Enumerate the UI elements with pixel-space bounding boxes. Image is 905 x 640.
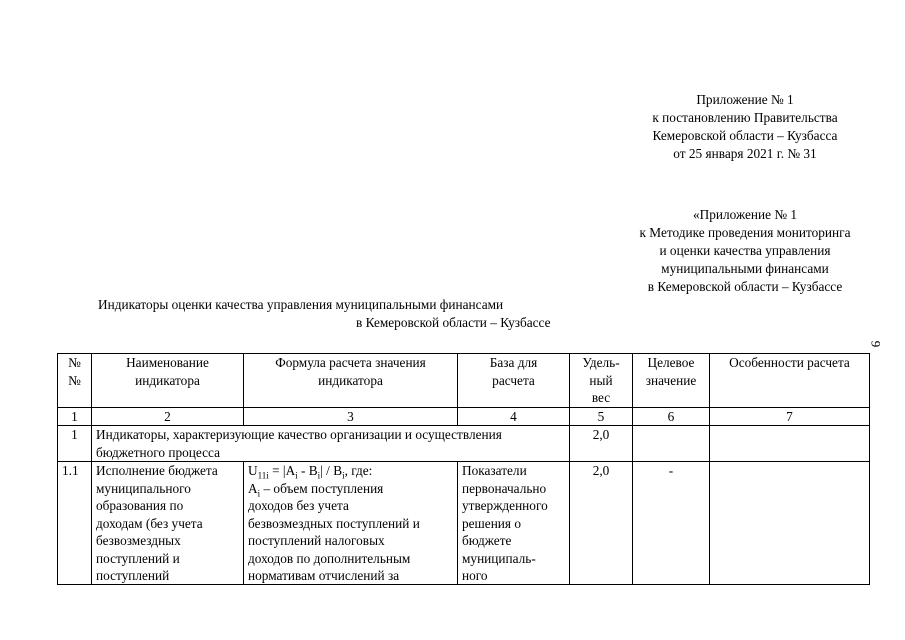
title-line-1: Индикаторы оценки качества управления муниципальными финансами bbox=[98, 297, 504, 312]
section-weight: 2,0 bbox=[570, 426, 633, 462]
row-indicator-name: Исполнение бюджета муниципального образования по доходам (без учета безвозмездных поступлений и поступлений bbox=[92, 462, 244, 585]
section-target bbox=[633, 426, 710, 462]
formula-definition: $A_i$ – объем поступления bbox=[248, 480, 384, 499]
appendix-header bbox=[620, 91, 870, 163]
appendix-line-1: Приложение № 1 bbox=[696, 92, 794, 107]
method-appendix-line-3: и оценки качества управления bbox=[659, 243, 831, 258]
col-number: 5 bbox=[570, 407, 633, 426]
header-cell-base: База для расчета bbox=[458, 354, 570, 408]
method-appendix-header bbox=[612, 206, 878, 296]
appendix-line-4: от 25 января 2021 г. № 31 bbox=[673, 146, 817, 161]
column-number-row bbox=[58, 407, 870, 426]
col-number: 4 bbox=[458, 407, 570, 426]
row-number: 1.1 bbox=[58, 462, 92, 585]
table-header-row bbox=[58, 354, 870, 408]
header-cell-name: Наименование индикатора bbox=[92, 354, 244, 408]
section-number: 1 bbox=[58, 426, 92, 462]
header-cell-features: Особенности расчета bbox=[710, 354, 870, 408]
appendix-line-2: к постановлению Правительства bbox=[652, 110, 838, 125]
formula-line: $U_{11i} = |A_i - B_i| / B_i$, где: bbox=[248, 463, 373, 481]
header-cell-formula: Формула расчета значения индикатора bbox=[244, 354, 458, 408]
appendix-line-3: Кемеровской области – Кузбасса bbox=[652, 128, 838, 143]
section-features bbox=[710, 426, 870, 462]
row-base: Показатели первоначально утвержденного решения о бюджете муниципаль- ного bbox=[458, 462, 570, 585]
row-formula: $U_{11i} = |A_i - B_i| / B_i$, где: $A_i$ – объем поступления доходов без учета безвозмездных поступлений и поступлений налоговых доходов по дополнительным нормативам отчислений за bbox=[244, 462, 458, 585]
row-target: - bbox=[633, 462, 710, 585]
header-cell-weight: Удель- ный вес bbox=[570, 354, 633, 408]
page-number: 9 bbox=[868, 340, 884, 348]
method-appendix-line-2: к Методике проведения мониторинга bbox=[639, 225, 851, 240]
col-number: 1 bbox=[58, 407, 92, 426]
header-cell-target: Целевое значение bbox=[633, 354, 710, 408]
method-appendix-line-1: «Приложение № 1 bbox=[693, 207, 797, 222]
section-row bbox=[58, 426, 870, 462]
col-number: 2 bbox=[92, 407, 244, 426]
table-row bbox=[58, 462, 870, 585]
title-line-2: в Кемеровской области – Кузбассе bbox=[356, 315, 551, 330]
section-title: Индикаторы, характеризующие качество организации и осуществления бюджетного процесса bbox=[92, 426, 570, 462]
method-appendix-line-4: муниципальными финансами bbox=[661, 261, 829, 276]
col-number: 7 bbox=[710, 407, 870, 426]
col-number: 3 bbox=[244, 407, 458, 426]
col-number: 6 bbox=[633, 407, 710, 426]
indicators-table bbox=[57, 353, 870, 585]
row-features bbox=[710, 462, 870, 585]
method-appendix-line-5: в Кемеровской области – Кузбассе bbox=[647, 279, 843, 294]
header-cell-num: № № bbox=[58, 354, 92, 408]
row-weight: 2,0 bbox=[570, 462, 633, 585]
